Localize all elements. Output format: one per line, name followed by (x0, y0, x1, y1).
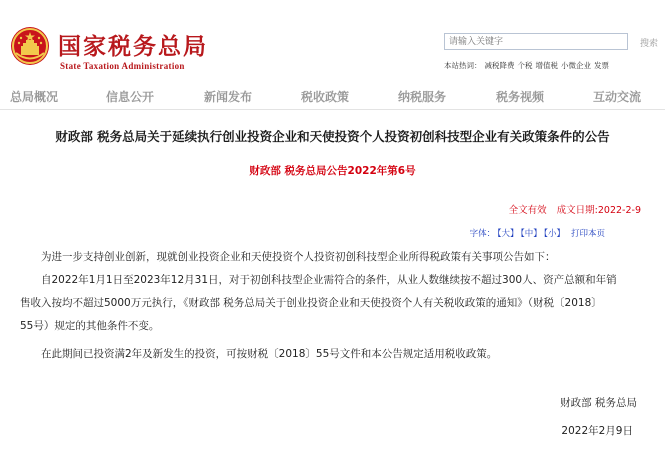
font-small-button[interactable]: 【小】 (543, 229, 565, 239)
article-paragraph: 为进一步支持创业创新，现就创业投资企业和天使投资个人投资初创科技型企业所得税政策有关事项公告如下： (41, 251, 556, 263)
main-nav (0, 84, 665, 108)
hot-term-link[interactable]: 减税降费 (484, 61, 515, 70)
search-input[interactable] (444, 33, 628, 50)
hot-term-link[interactable]: 小微企业 (561, 61, 591, 70)
date-label: 成文日期: (556, 205, 598, 216)
print-page-button[interactable]: 打印本页 (570, 229, 605, 239)
nav-item-overview[interactable]: 总局概况 (10, 90, 59, 104)
nav-item-news[interactable]: 新闻发布 (204, 90, 253, 104)
article-title: 财政部 税务总局关于延续执行创业投资企业和天使投资个人投资初创科技型企业有关政策条件的公告 (55, 129, 610, 144)
signature: 财政部 税务总局 (560, 397, 637, 409)
font-size-controls (468, 227, 605, 239)
nav-item-tax-video[interactable]: 税务视频 (496, 90, 545, 104)
article-meta (509, 202, 641, 216)
hot-term-link[interactable]: 发票 (594, 61, 609, 70)
nav-item-interaction[interactable]: 互动交流 (593, 90, 642, 104)
signature-date: 2022年2月9日 (561, 425, 633, 437)
nav-item-disclosure[interactable]: 信息公开 (106, 90, 155, 104)
nav-divider (0, 109, 665, 110)
hot-term-link[interactable]: 个税 (517, 61, 533, 70)
date-value: 2022-2-9 (597, 205, 641, 216)
font-size-label: 字体： (469, 229, 496, 239)
article-paragraph-line: 55号）规定的其他条件不变。 (20, 320, 160, 332)
article-paragraph: 在此期间已投资满2年及新发生的投资，可按财税〔2018〕55号文件和本公告规定适用税收政策。 (41, 348, 498, 360)
document-number: 财政部 税务总局公告2022年第6号 (249, 165, 416, 177)
hot-term-link[interactable]: 增值税 (535, 61, 558, 70)
nav-item-tax-service[interactable]: 纳税服务 (398, 90, 447, 104)
font-medium-button[interactable]: 【中】 (520, 229, 542, 239)
nav-item-tax-policy[interactable]: 税收政策 (301, 90, 350, 104)
site-header (0, 0, 665, 80)
article-paragraph-line: 自2022年1月1日至2023年12月31日，对于初创科技型企业需符合的条件，从业人数继续按不超过300人、资产总额和年销 (41, 274, 617, 286)
font-large-button[interactable]: 【大】 (497, 229, 519, 239)
validity-status: 全文有效 (508, 205, 547, 216)
hot-terms-label: 本站热词： (444, 61, 482, 70)
national-emblem-icon (10, 26, 50, 66)
site-title[interactable]: 国家税务总局 (58, 34, 208, 60)
article-paragraph-line: 售收入按均不超过5000万元执行，《财政部 税务总局关于创业投资企业和天使投资个人有关税收政策的通知》（财税〔2018〕 (20, 297, 602, 309)
site-title-english: State Taxation Administration (60, 61, 185, 71)
hot-terms (444, 60, 609, 71)
search-button[interactable]: 搜索 (640, 39, 659, 49)
